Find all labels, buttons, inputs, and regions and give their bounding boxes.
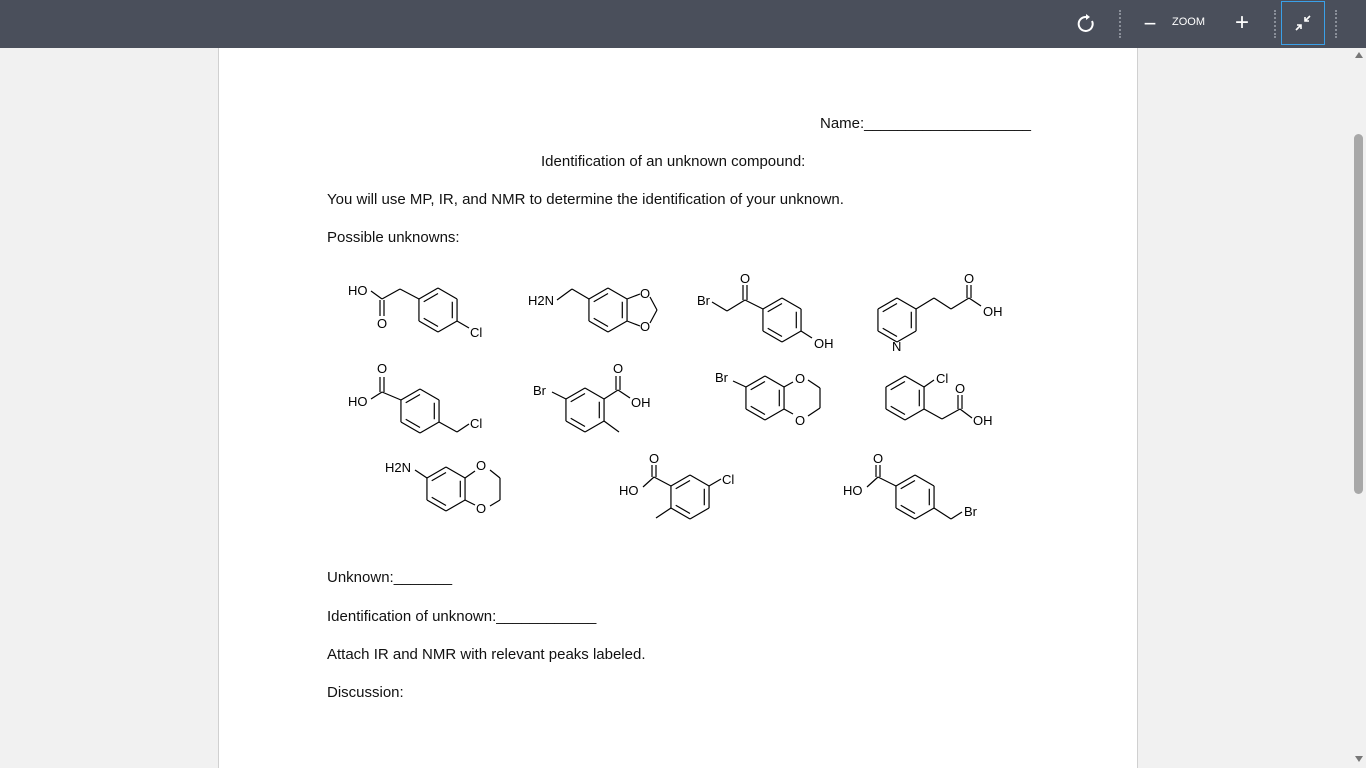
atom-label: HO [843,483,863,498]
atom-label: Br [697,293,710,308]
atom-label: Cl [470,325,483,340]
atom-label: O [964,271,975,286]
atom-label: Br [964,504,977,519]
atom-label: O [377,316,388,331]
unknown-field: Unknown:_______ [327,569,453,586]
refresh-icon[interactable] [1074,12,1098,36]
scrollbar-thumb[interactable] [1354,134,1363,494]
viewer-toolbar [0,0,1366,48]
attach-instruction: Attach IR and NMR with relevant peaks labeled. [327,646,646,663]
document-page [218,48,1138,768]
atom-label: O [795,371,806,386]
document-title: Identification of an unknown compound: [541,153,806,170]
atom-label: O [795,413,806,428]
scroll-down-arrow-icon[interactable] [1355,756,1363,762]
scroll-up-arrow-icon[interactable] [1355,52,1363,58]
atom-label: O [740,271,751,286]
atom-label: O [955,381,966,396]
zoom-in-button[interactable]: + [1234,9,1249,36]
atom-label: H2N [528,293,555,308]
toolbar-divider [1274,10,1276,38]
name-field-label: Name:____________________ [820,115,1032,132]
atom-label: OH [814,336,834,351]
atom-label: O [640,286,651,301]
atom-label: Br [533,383,546,398]
exit-fullscreen-icon [1294,14,1312,32]
exit-fullscreen-button[interactable] [1281,1,1325,45]
atom-label: O [613,361,624,376]
atom-label: O [476,501,487,516]
toolbar-divider [1119,10,1121,38]
intro-text: You will use MP, IR, and NMR to determine the identification of your unknown. [327,191,844,208]
atom-label: O [476,458,487,473]
zoom-out-button[interactable]: − [1143,11,1157,36]
atom-label: Cl [722,472,735,487]
identification-field: Identification of unknown:____________ [327,608,597,625]
atom-label: N [892,339,902,354]
atom-label: HO [348,283,368,298]
atom-label: Br [715,370,728,385]
atom-label: OH [983,304,1003,319]
atom-label: HO [619,483,639,498]
atom-label: OH [631,395,651,410]
toolbar-divider [1335,10,1337,38]
atom-label: O [640,319,651,334]
atom-label: O [649,451,660,466]
atom-label: O [377,361,388,376]
zoom-label: ZOOM [1172,16,1205,28]
atom-label: O [873,451,884,466]
atom-label: Cl [470,416,483,431]
vertical-scrollbar[interactable] [1352,48,1366,768]
discussion-heading: Discussion: [327,684,404,701]
atom-label: Cl [936,371,949,386]
atom-label: OH [973,413,993,428]
atom-label: H2N [385,460,412,475]
possible-unknowns-heading: Possible unknowns: [327,229,460,246]
atom-label: HO [348,394,368,409]
